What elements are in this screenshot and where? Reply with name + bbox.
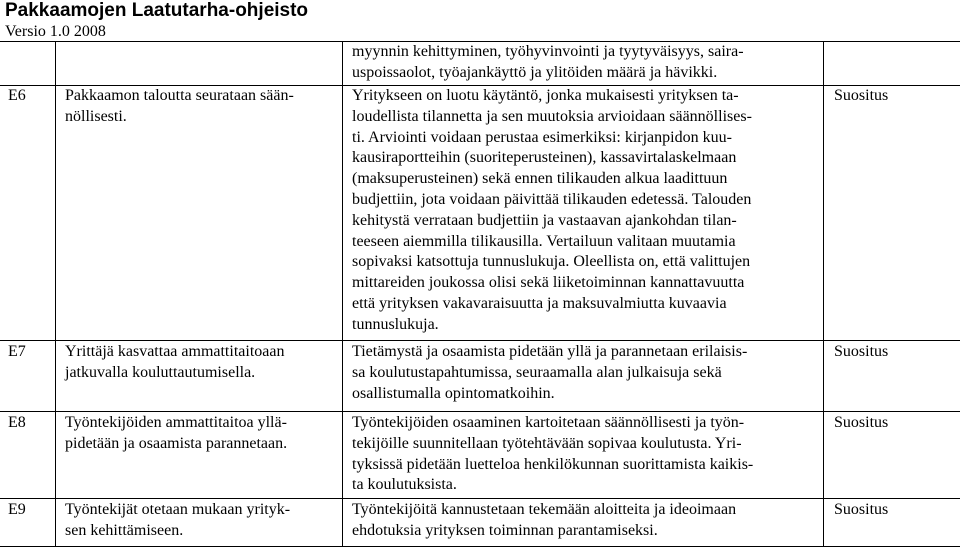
text-line: Tietämystä ja osaamista pidetään yllä ja parannetaan erilaisis- (352, 343, 748, 360)
row-divider-e9 (0, 498, 960, 499)
text-line: uspoissaolot, työajankäyttö ja ylitöiden määrä ja hävikki. (352, 63, 718, 81)
text-line: Työntekijöitä kannustetaan tekemään aloitteita ja ideoimaan (352, 501, 737, 518)
description-e6 (352, 86, 752, 336)
text-line: jatkuvalla kouluttautumisella. (65, 363, 256, 381)
text-line: sopivaksi katsottuja tunnuslukuja. Oleellista on, että valittujen (352, 253, 751, 271)
column-divider-3 (823, 41, 824, 547)
document-header (5, 0, 308, 42)
text-line: loudellista tilannetta ja sen muutoksia arvioidaan säännöllises- (352, 107, 752, 125)
text-line: ta koulutuksista. (352, 476, 457, 494)
status-e9: Suositus (834, 501, 889, 518)
requirement-e7 (65, 342, 284, 384)
text-line: pidetään ja osaamista parannetaan. (65, 434, 288, 452)
text-line: sa koulutustapahtumissa, seuraamalla alan julkaisuja sekä (352, 363, 722, 381)
text-line: Työntekijöiden ammattitaitoa yllä- (65, 414, 287, 431)
status-e8: Suositus (834, 414, 889, 431)
status-e6: Suositus (834, 87, 889, 104)
text-line: että yrityksen vakavaraisuutta ja maksuvalmiutta kuvaavia (352, 294, 727, 312)
continued-description (352, 42, 744, 84)
requirement-e8 (65, 413, 287, 455)
text-line: kehitystä verrataan budjettiin ja vastaavan ajankohdan tilan- (352, 211, 737, 229)
requirement-e6 (65, 86, 294, 128)
text-line: Työntekijät otetaan mukaan yrityk- (65, 501, 291, 518)
text-line: tekijöille suunnitellaan työtehtävään sopivaa koulutusta. Yri- (352, 434, 742, 452)
text-line: budjettiin, jota voidaan päivittää tilikauden edetessä. Talouden (352, 190, 752, 208)
text-line: tunnuslukuja. (352, 315, 439, 333)
text-line: sen kehittämiseen. (65, 521, 184, 539)
text-line: Yritykseen on luotu käytäntö, jonka mukaisesti yrityksen ta- (352, 87, 739, 104)
text-line: tyksissä pidetään luetteloa henkilökunnan suorittamista kaikis- (352, 455, 754, 473)
table-bottom-border (0, 546, 960, 547)
requirement-e9 (65, 500, 290, 542)
row-code-e8: E8 (8, 414, 26, 431)
text-line: kausiraportteihin (suoriteperusteinen), kassavirtalaskelmaan (352, 149, 737, 167)
description-e9 (352, 500, 736, 542)
text-line: (maksuperusteinen) sekä ennen tilikauden alkua laadittuun (352, 170, 728, 188)
status-e7: Suositus (834, 343, 889, 360)
document-version: Versio 1.0 2008 (5, 23, 106, 40)
text-line: ehdotuksia yrityksen toiminnan parantamiseksi. (352, 521, 658, 539)
description-e8 (352, 413, 753, 496)
text-line: mittareiden joukossa olisi sekä liiketoiminnan kannattavuutta (352, 274, 745, 292)
column-divider-2 (342, 41, 343, 547)
text-line: myynnin kehittyminen, työhyvinvointi ja tyytyväisyys, saira- (352, 43, 744, 60)
document-title: Pakkaamojen Laatutarha-ohjeisto (5, 0, 309, 21)
row-code-e9: E9 (8, 501, 26, 518)
row-divider-e7 (0, 340, 960, 341)
row-code-e6: E6 (8, 87, 26, 104)
text-line: Työntekijöiden osaaminen kartoitetaan säännöllisesti ja työn- (352, 414, 745, 431)
text-line: Pakkaamon taloutta seurataan sään- (65, 87, 294, 104)
text-line: Yrittäjä kasvattaa ammattitaitoaan (65, 343, 285, 360)
description-e7 (352, 342, 747, 404)
row-code-e7: E7 (8, 343, 26, 360)
text-line: teeseen aiemmilla tilikausilla. Vertailuun valitaan muutamia (352, 232, 736, 250)
row-divider-e8 (0, 411, 960, 412)
text-line: nöllisesti. (65, 107, 127, 125)
column-divider-1 (55, 41, 56, 547)
text-line: osallistumalla opintomatkoihin. (352, 384, 555, 402)
text-line: ti. Arviointi voidaan perustaa esimerkiksi: kirjanpidon kuu- (352, 128, 732, 146)
